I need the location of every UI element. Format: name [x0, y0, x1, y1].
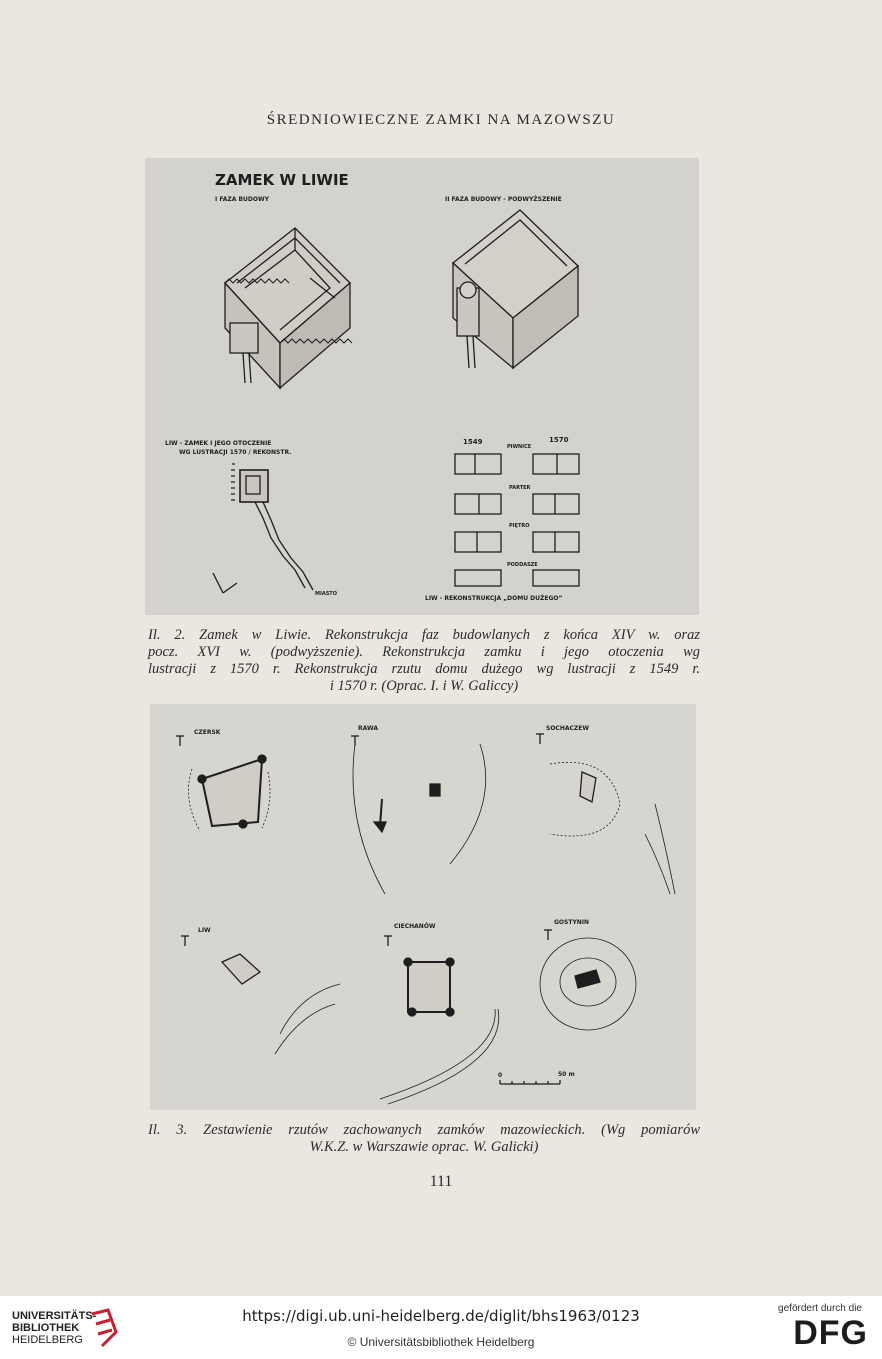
page-number: 111: [429, 1173, 453, 1190]
plan-rawa: [351, 736, 486, 894]
figure1-title: ZAMEK W LIWIE: [215, 171, 349, 189]
caption2-line1: Il. 3. Zestawienie rzutów zachowanych zamków mazowieckich. (Wg pomiarów: [148, 1122, 700, 1138]
phase2-axonometric: [453, 210, 578, 368]
bottom-label: LIW - REKONSTRUKCJA „DOMU DUŻEGO”: [425, 595, 563, 602]
label-liw: LIW: [198, 927, 211, 934]
caption-figure-2: [148, 627, 700, 695]
plan-title-1: LIW - ZAMEK I JEGO OTOCZENIE: [165, 440, 272, 447]
phase1-label: I FAZA BUDOWY: [215, 196, 269, 203]
figure-castle-plans-drawing: [150, 704, 696, 1110]
running-head: ŚREDNIOWIECZNE ZAMKI NA MAZOWSZU: [266, 112, 616, 128]
logo-line-1: UNIVERSITÄTS-: [12, 1310, 97, 1322]
caption1-line3: lustracji z 1570 r. Rekonstrukcja rzutu domu dużego wg lustracji z 1549 r.: [148, 661, 700, 677]
scale-end: 50 m: [558, 1071, 575, 1078]
site-plan: [213, 464, 313, 593]
logo-line-2: BIBLIOTHEK: [12, 1322, 80, 1334]
phase2-label: II FAZA BUDOWY - PODWYŻSZENIE: [445, 196, 562, 203]
phase1-axonometric: [225, 228, 352, 388]
plan-title-2: WG LUSTRACJI 1570 / REKONSTR.: [179, 449, 292, 456]
caption1-line1: Il. 2. Zamek w Liwie. Rekonstrukcja faz budowlanych z końca XIV w. oraz: [148, 627, 700, 643]
label-rawa: RAWA: [358, 725, 378, 732]
footer-bar: [0, 1296, 882, 1359]
label-czersk: CZERSK: [194, 729, 221, 736]
plan-gostynin: [540, 930, 636, 1030]
dfg-logo[interactable]: DFG: [793, 1314, 868, 1352]
label-gostynin: GOSTYNIN: [554, 919, 590, 926]
plan-ciechanow: [380, 936, 499, 1104]
year-1570: 1570: [549, 436, 569, 444]
caption1-line2: pocz. XVI w. (podwyższenie). Rekonstrukcja zamku i jego otoczenia wg: [148, 644, 700, 660]
label-sochaczew: SOCHACZEW: [546, 725, 589, 732]
figure-liw-drawing: [145, 158, 699, 615]
level-pietro: PIĘTRO: [509, 523, 530, 529]
caption-figure-3: [148, 1122, 700, 1156]
plan-sochaczew: [536, 734, 675, 894]
figure-castle-plans: [150, 704, 696, 1110]
permalink-url[interactable]: https://digi.ub.uni-heidelberg.de/diglit/bhs1963/0123: [242, 1307, 640, 1325]
level-poddasze: PODDASZE: [507, 562, 538, 568]
caption1-line4: i 1570 r. (Oprac. I. i W. Galiccy): [329, 678, 519, 694]
copyright-notice: © Universitätsbibliothek Heidelberg: [347, 1335, 535, 1349]
logo-line-3: HEIDELBERG: [12, 1334, 83, 1346]
level-piwnice: PIWNICE: [507, 444, 532, 450]
plan-czersk: [176, 736, 270, 831]
miasto-label: MIASTO: [315, 591, 337, 597]
scale-bar: [500, 1080, 560, 1084]
figure-liw-reconstruction: [145, 158, 699, 615]
caption2-line2: W.K.Z. w Warszawie oprac. W. Galicki): [309, 1139, 539, 1155]
scale-zero: 0: [498, 1072, 503, 1079]
funded-by-label: gefördert durch die: [778, 1303, 862, 1314]
year-1549: 1549: [463, 438, 483, 446]
level-parter: PARTER: [509, 485, 531, 491]
label-ciechanow: CIECHANÓW: [394, 923, 436, 930]
plan-liw: [181, 936, 340, 1054]
